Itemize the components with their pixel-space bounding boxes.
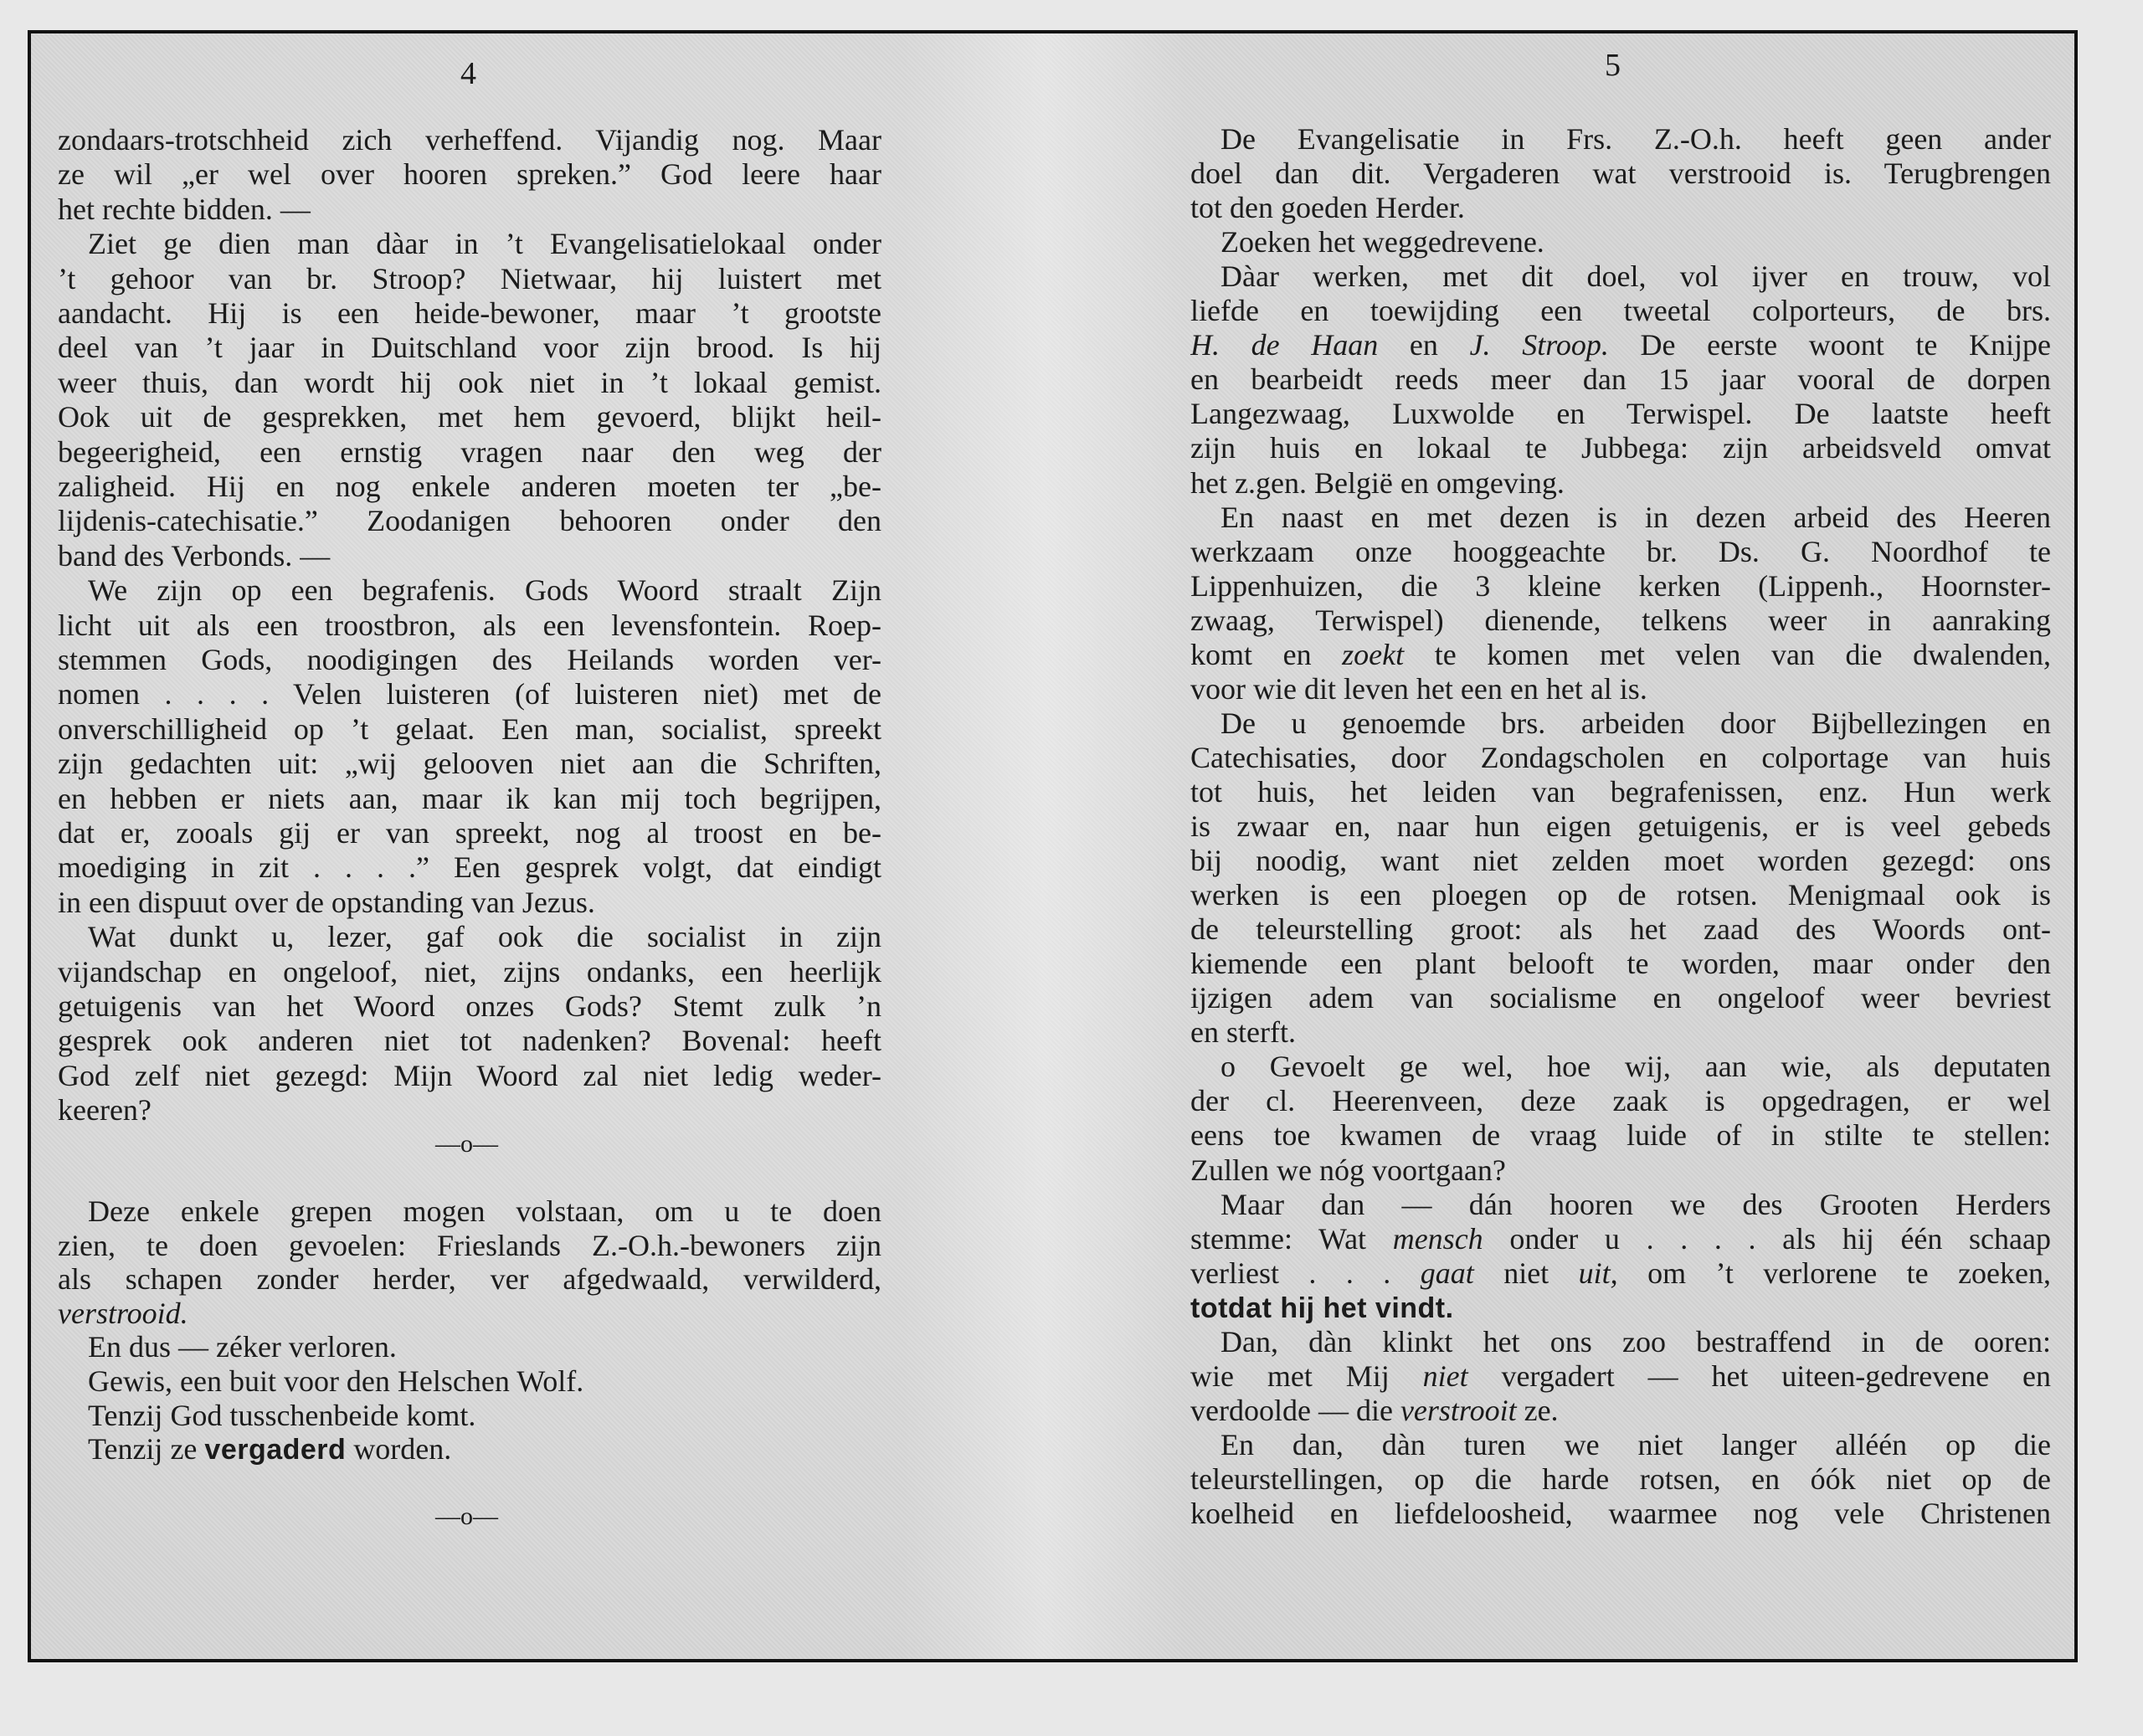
text-line: tot huis, het leiden van begrafenissen, enz. Hun werk xyxy=(1190,774,2051,809)
text-line: aandacht. Hij is een heide-bewoner, maar ’t grootste xyxy=(58,296,881,330)
text-line: zien, te doen gevoelen: Frieslands Z.-O.h.-bewoners zijn xyxy=(58,1228,881,1262)
text-line: is zwaar en, naar hun eigen getuigenis, er is veel gebeds xyxy=(1190,809,2051,843)
text-line: zondaars-trotschheid zich verheffend. Vijandig nog. Maar xyxy=(58,123,881,157)
text-segment: stemme: Wat xyxy=(1190,1221,1393,1256)
bold-text: vergaderd xyxy=(204,1434,347,1466)
text-segment: verdoolde — die xyxy=(1190,1393,1400,1427)
text-line: Deze enkele grepen mogen volstaan, om u te doen xyxy=(88,1194,881,1228)
text-line xyxy=(1190,1291,2051,1325)
text-segment: niet xyxy=(1473,1256,1579,1290)
text-line: Langezwaag, Luxwolde en Terwispel. De laatste heeft xyxy=(1190,397,2051,431)
text-line: onverschilligheid op ’t gelaat. Een man, socialist, spreekt xyxy=(58,711,881,746)
text-line: kiemende een plant belooft te worden, maar onder den xyxy=(1190,947,2051,981)
text-segment: onder u . . . . als hij één schaap xyxy=(1483,1221,2051,1256)
text-line: zwaag, Terwispel) dienende, telkens weer in aanraking xyxy=(1190,603,2051,637)
italic-text: zoekt xyxy=(1342,637,1405,671)
text-line: o Gevoelt ge wel, hoe wij, aan wie, als deputaten xyxy=(1221,1050,2051,1084)
text-line: Ook uit de gesprekken, met hem gevoerd, blijkt heil- xyxy=(58,400,881,434)
text-line: stemmen Gods, noodigingen des Heilands worden ver- xyxy=(58,643,881,676)
text-line: We zijn op een begrafenis. Gods Woord straalt Zijn xyxy=(88,573,881,608)
text-line: begeerigheid, een ernstig vragen naar den weg der xyxy=(58,434,881,469)
text-line: En naast en met dezen is in dezen arbeid des Heeren xyxy=(1221,500,2051,534)
text-line xyxy=(58,1297,881,1331)
text-line: het z.gen. België en omgeving. xyxy=(1190,465,1565,500)
text-line: En dan, dàn turen we niet langer alléén op die xyxy=(1221,1427,2051,1461)
text-line: het rechte bidden. — xyxy=(58,192,311,226)
text-line xyxy=(1190,638,2051,672)
text-line: der cl. Heerenveen, deze zaak is opgedragen, er wel xyxy=(1190,1084,2051,1118)
italic-text: H. de Haan xyxy=(1190,328,1379,362)
section-separator: —o— xyxy=(435,1502,498,1530)
text-line: koelheid en liefdeloosheid, waarmee nog vele Christenen xyxy=(1190,1497,2051,1530)
italic-text: gaat xyxy=(1420,1256,1474,1290)
text-line: zijn gedachten uit: „wij gelooven niet aan die Schriften, xyxy=(58,747,881,781)
text-line: en bearbeidt reeds meer dan 15 jaar vooral de dorpen xyxy=(1190,362,2051,397)
text-line: Gewis, een buit voor den Helschen Wolf. xyxy=(88,1364,584,1398)
text-line: liefde en toewijding een tweetal colporteurs, de brs. xyxy=(1190,294,2051,328)
italic-text: mensch xyxy=(1392,1221,1483,1256)
text-line: Ziet ge dien man dàar in ’t Evangelisatielokaal onder xyxy=(88,227,881,261)
text-segment: ze. xyxy=(1516,1393,1559,1427)
text-line: gesprek ook anderen niet tot nadenken? Bovenal: heeft xyxy=(58,1024,881,1058)
italic-text: verstrooit xyxy=(1400,1393,1517,1427)
text-line xyxy=(1190,1359,2051,1394)
text-line: Dàar werken, met dit doel, vol ijver en trouw, vol xyxy=(1221,259,2051,294)
text-line xyxy=(1190,1256,2051,1291)
text-line: werken is een ploegen op de rotsen. Menigmaal ook is xyxy=(1190,878,2051,912)
text-line: De Evangelisatie in Frs. Z.-O.h. heeft geen ander xyxy=(1221,122,2051,156)
text-segment: worden. xyxy=(346,1432,452,1466)
text-line: voor wie dit leven het een en het al is. xyxy=(1190,671,1647,706)
text-line: deel van ’t jaar in Duitschland voor zijn brood. Is hij xyxy=(58,331,881,365)
text-line: Zoeken het weggedrevene. xyxy=(1221,225,1544,259)
book-gutter xyxy=(902,33,1186,1659)
text-line: licht uit als een troostbron, als een levensfontein. Roep- xyxy=(58,608,881,642)
text-line: Dan, dàn klinkt het ons zoo bestraffend in de ooren: xyxy=(1221,1324,2051,1358)
text-line: de teleurstelling groot: als het zaad des Woords ont- xyxy=(1190,912,2051,947)
page-number-right: 5 xyxy=(1605,48,1621,83)
text-line: doel dan dit. Vergaderen wat verstrooid is. Terugbrengen xyxy=(1190,157,2051,191)
text-line: eens toe kwamen de vraag luide of in stilte te stellen: xyxy=(1190,1118,2051,1153)
text-segment: en xyxy=(1378,328,1470,362)
text-line: moediging in zit . . . .” Een gesprek volgt, dat eindigt xyxy=(58,850,881,885)
text-line: ’t gehoor van br. Stroop? Nietwaar, hij luistert met xyxy=(58,261,881,295)
text-segment: Tenzij ze xyxy=(88,1432,205,1466)
text-line: zaligheid. Hij en nog enkele anderen moeten ter „be- xyxy=(58,470,881,503)
text-segment: te komen met velen van die dwalenden, xyxy=(1404,637,2051,671)
text-line: band des Verbonds. — xyxy=(58,538,331,573)
text-line xyxy=(1190,1394,2051,1428)
text-line: Lippenhuizen, die 3 kleine kerken (Lippenh., Hoornster- xyxy=(1190,568,2051,603)
section-separator: —o— xyxy=(435,1130,498,1158)
text-segment: vergadert — het uiteen-gedrevene en xyxy=(1467,1358,2051,1393)
text-line: bij noodig, want niet zelden moet worden gezegd: ons xyxy=(1190,844,2051,878)
text-segment: om ’t verlorene te zoeken, xyxy=(1617,1256,2051,1290)
text-line: Maar dan — dán hooren we des Grooten Herders xyxy=(1221,1187,2051,1221)
text-line xyxy=(58,1432,881,1466)
bold-text: totdat hij het vindt. xyxy=(1190,1292,1454,1324)
text-segment: verliest . . . xyxy=(1190,1256,1421,1290)
italic-text: J. Stroop. xyxy=(1469,328,1609,362)
text-line: ijzigen adem van socialisme en ongeloof weer bevriest xyxy=(1190,981,2051,1015)
text-line: ze wil „er wel over hooren spreken.” God leere haar xyxy=(58,157,881,192)
text-line: getuigenis van het Woord onzes Gods? Stemt zulk ’n xyxy=(58,989,881,1023)
text-line: en hebben er niets aan, maar ik kan mij toch begrijpen, xyxy=(58,781,881,815)
text-line: weer thuis, dan wordt hij ook niet in ’t lokaal gemist. xyxy=(58,365,881,399)
text-segment: wie met Mij xyxy=(1190,1358,1423,1393)
text-line: werkzaam onze hooggeachte br. Ds. G. Noordhof te xyxy=(1190,534,2051,568)
text-line: Tenzij God tusschenbeide komt. xyxy=(88,1398,476,1432)
text-line: Wat dunkt u, lezer, gaf ook die socialist in zijn xyxy=(88,920,881,954)
text-line: Zullen we nóg voortgaan? xyxy=(1190,1153,1506,1187)
text-segment: komt en xyxy=(1190,637,1343,671)
italic-text: verstrooid. xyxy=(58,1296,188,1330)
text-line: De u genoemde brs. arbeiden door Bijbellezingen en xyxy=(1221,706,2051,740)
text-line: lijdenis-catechisatie.” Zoodanigen behooren onder den xyxy=(58,504,881,538)
text-line: en sterft. xyxy=(1190,1015,1296,1050)
text-line: Catechisaties, door Zondagscholen en colportage van huis xyxy=(1190,740,2051,774)
text-line: dat er, zooals gij er van spreekt, nog al troost en be- xyxy=(58,816,881,850)
italic-text: uit, xyxy=(1578,1256,1618,1290)
italic-text: niet xyxy=(1422,1358,1468,1393)
page-number-left: 4 xyxy=(460,56,476,91)
text-line: En dus — zéker verloren. xyxy=(88,1330,397,1364)
text-line: vijandschap en ongeloof, niet, zijns ondanks, een heerlijk xyxy=(58,954,881,989)
text-line: God zelf niet gezegd: Mijn Woord zal niet ledig weder- xyxy=(58,1058,881,1092)
text-line: als schapen zonder herder, ver afgedwaald, verwilderd, xyxy=(58,1262,881,1297)
text-line: keeren? xyxy=(58,1093,152,1127)
text-line xyxy=(1190,328,2051,362)
text-segment: De eerste woont te Knijpe xyxy=(1608,328,2051,362)
text-line xyxy=(1190,1222,2051,1256)
text-line: teleurstellingen, op die harde rotsen, en óók niet op de xyxy=(1190,1461,2051,1496)
text-line: zijn huis en lokaal te Jubbega: zijn arbeidsveld omvat xyxy=(1190,431,2051,465)
text-line: tot den goeden Herder. xyxy=(1190,191,1465,225)
text-line: nomen . . . . Velen luisteren (of luisteren niet) met de xyxy=(58,677,881,711)
text-line: in een dispuut over de opstanding van Jezus. xyxy=(58,885,595,919)
